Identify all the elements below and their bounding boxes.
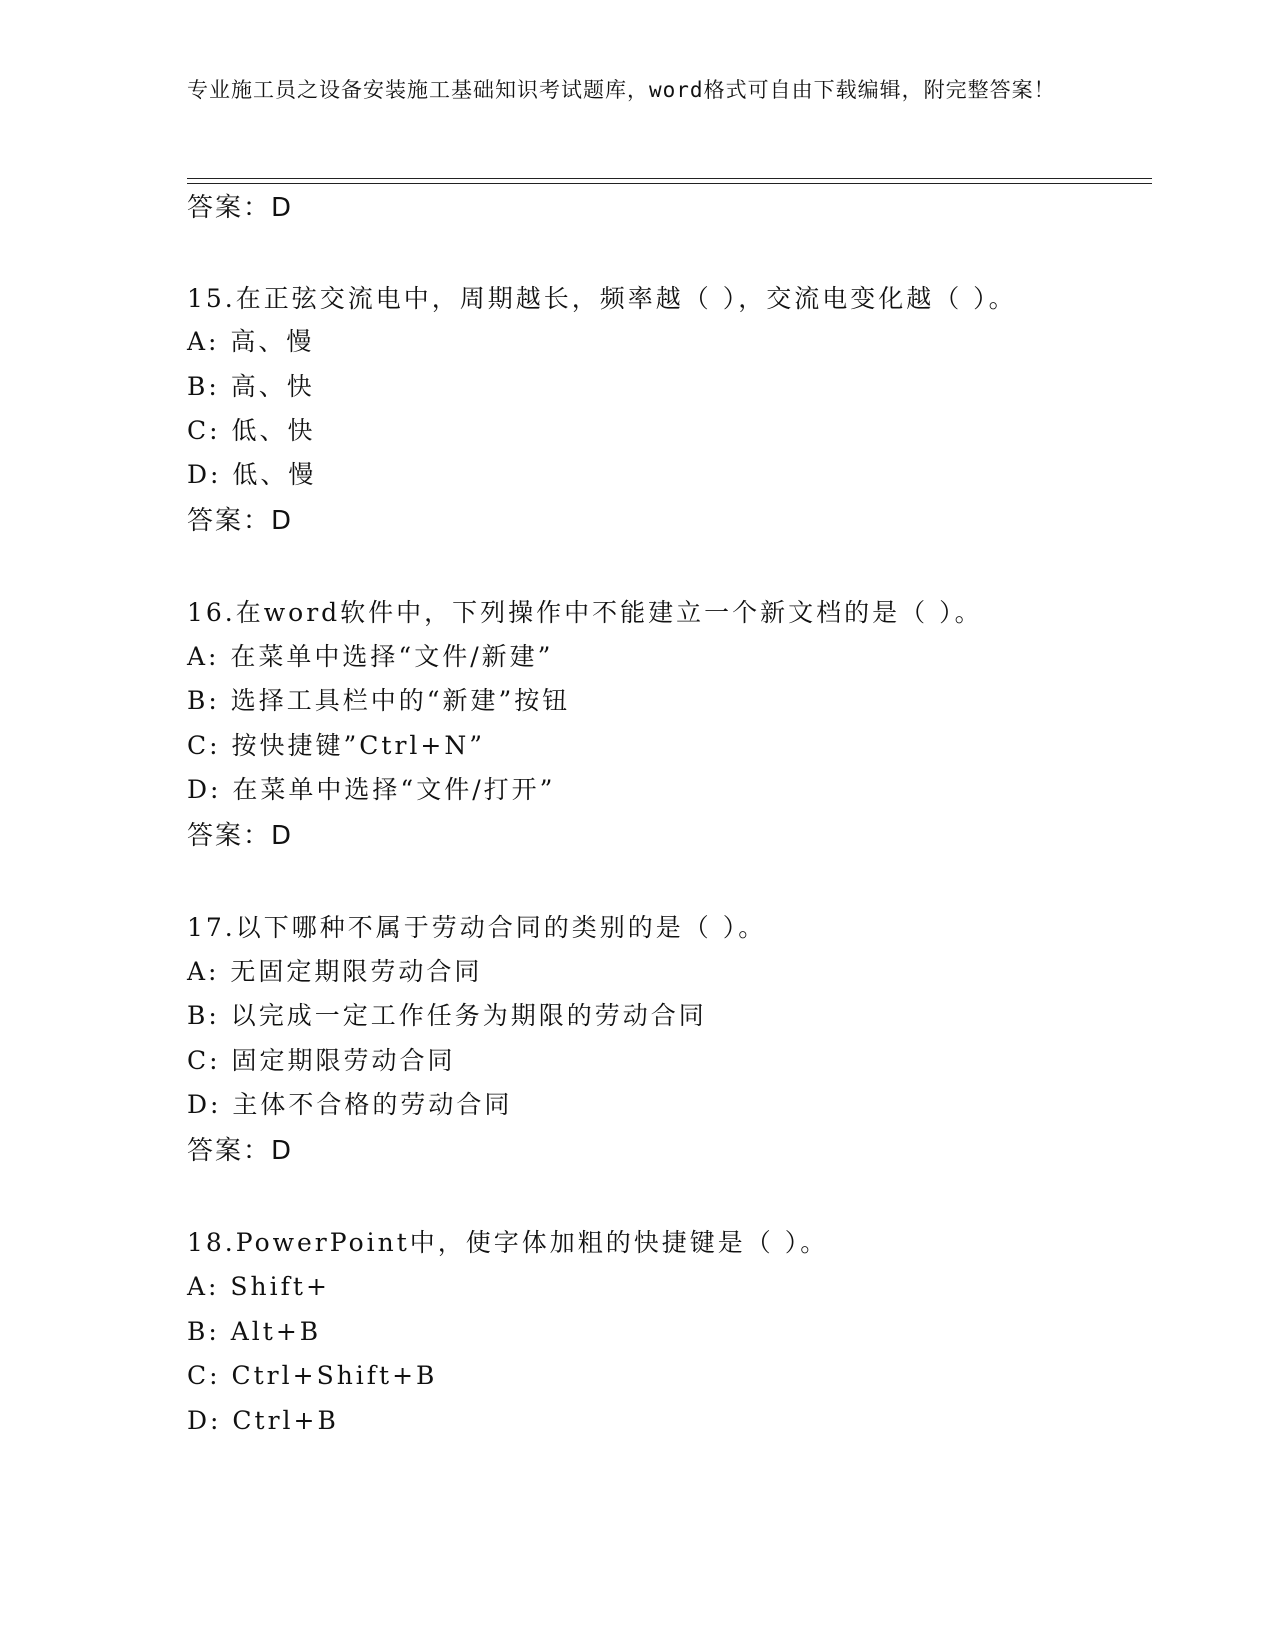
option-18-b: B: Alt+B — [187, 1317, 322, 1346]
option-17-c: C: 固定期限劳动合同 — [187, 1046, 456, 1075]
option-15-c: C: 低、快 — [187, 416, 316, 445]
document-header: 专业施工员之设备安装施工基础知识考试题库，word格式可自由下载编辑，附完整答案！ — [187, 78, 1056, 102]
option-15-d: D: 低、慢 — [187, 460, 317, 489]
option-16-c: C: 按快捷键”Ctrl+N” — [187, 731, 486, 760]
question-16: 16.在word软件中，下列操作中不能建立一个新文档的是（ ）。 — [187, 598, 983, 627]
question-18: 18.PowerPoint中，使字体加粗的快捷键是（ ）。 — [187, 1228, 829, 1257]
option-17-a: A: 无固定期限劳动合同 — [187, 957, 483, 986]
answer-17: 答案：D — [187, 1136, 294, 1166]
option-16-d: D: 在菜单中选择“文件/打开” — [187, 775, 556, 804]
option-18-a: A: Shift+ — [187, 1272, 330, 1301]
option-16-a: A: 在菜单中选择“文件/新建” — [187, 642, 554, 671]
option-15-b: B: 高、快 — [187, 372, 315, 401]
answer-16: 答案：D — [187, 821, 294, 851]
option-18-c: C: Ctrl+Shift+B — [187, 1361, 438, 1390]
question-17: 17.以下哪种不属于劳动合同的类别的是（ ）。 — [187, 913, 767, 942]
option-17-b: B: 以完成一定工作任务为期限的劳动合同 — [187, 1001, 707, 1030]
question-15: 15.在正弦交流电中，周期越长，频率越（ ），交流电变化越（ ）。 — [187, 284, 1017, 313]
header-rule-top — [187, 178, 1152, 179]
header-rule-bottom — [187, 183, 1152, 184]
option-17-d: D: 主体不合格的劳动合同 — [187, 1090, 513, 1119]
answer-15: 答案：D — [187, 506, 294, 536]
option-16-b: B: 选择工具栏中的“新建”按钮 — [187, 686, 571, 715]
option-15-a: A: 高、慢 — [187, 327, 315, 356]
answer-14: 答案：D — [187, 193, 294, 223]
option-18-d: D: Ctrl+B — [187, 1406, 339, 1435]
